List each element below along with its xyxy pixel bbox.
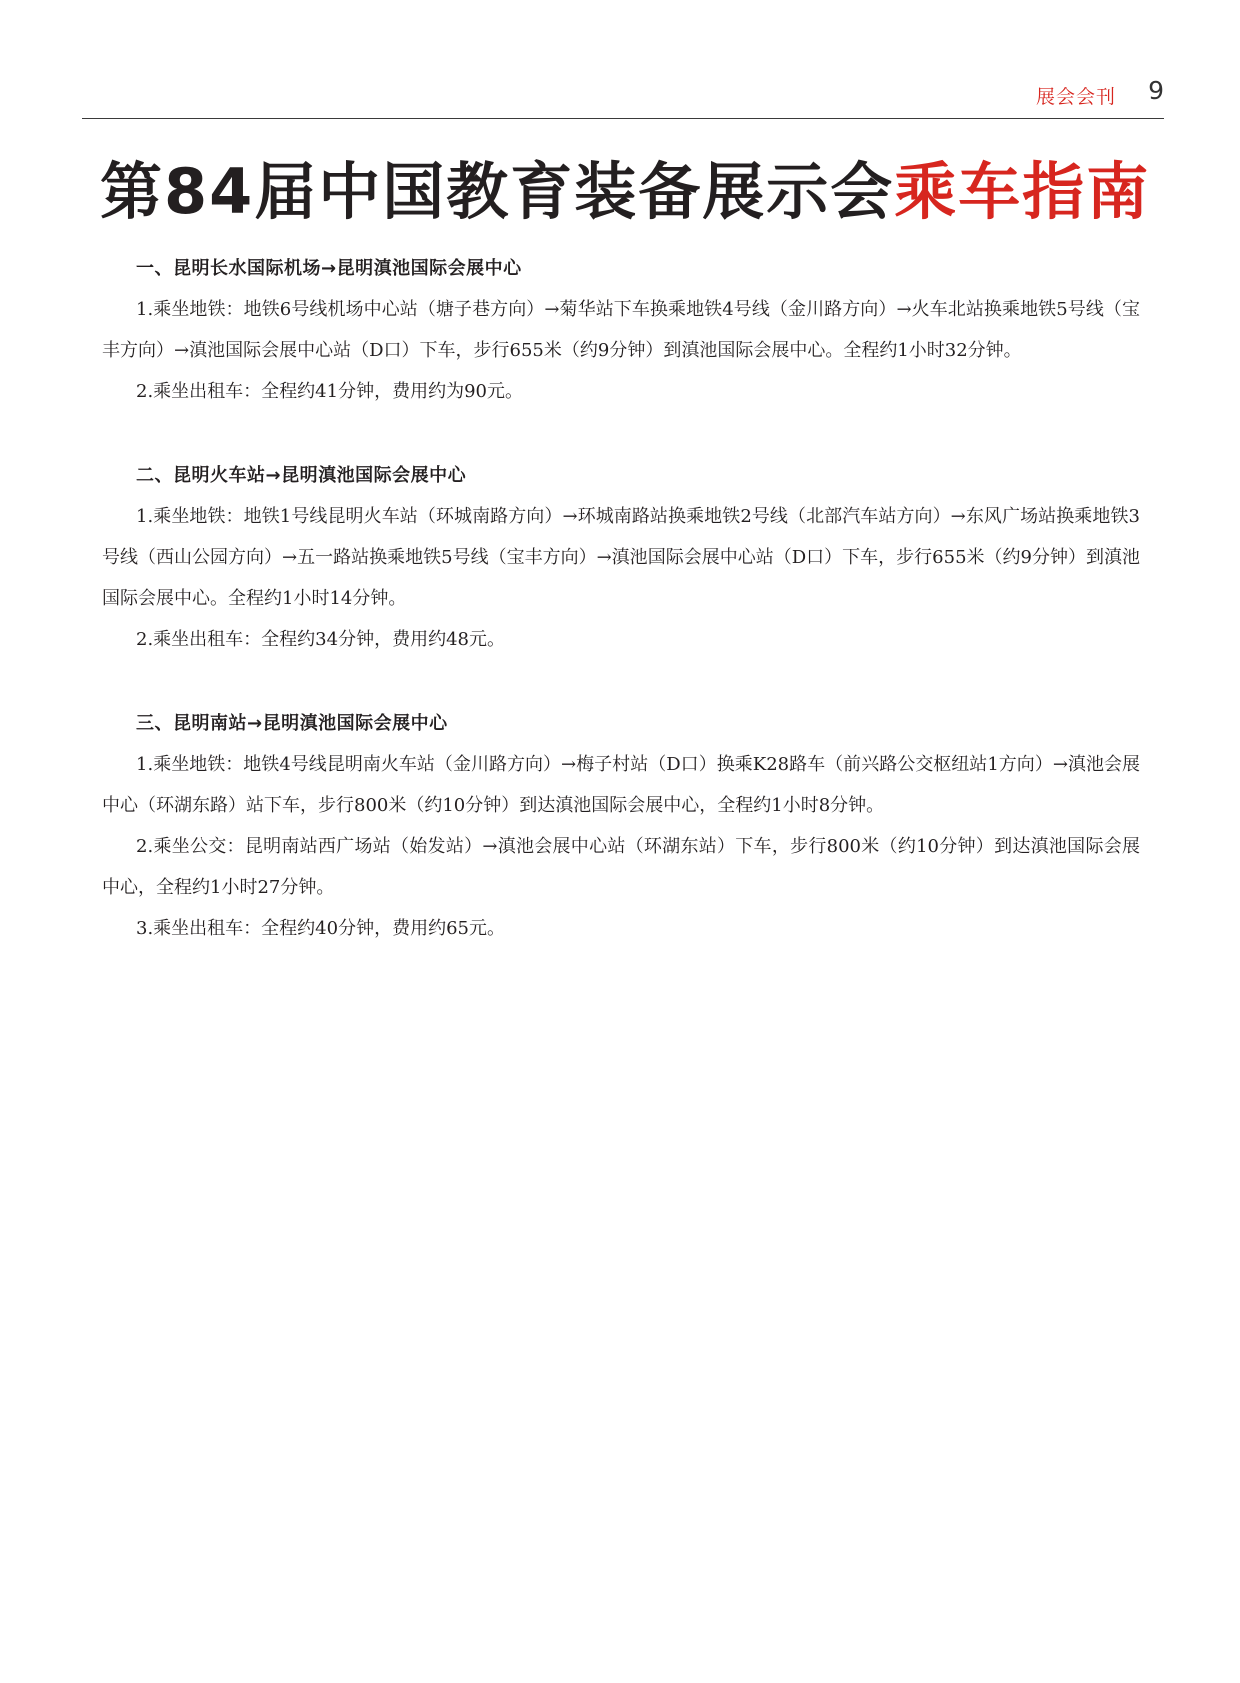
route-section-railway-station bbox=[102, 455, 1140, 660]
page-title-main: 第84届中国教育装备展示会 bbox=[100, 155, 895, 228]
page-header bbox=[82, 76, 1164, 119]
section-heading: 二、昆明火车站→昆明滇池国际会展中心 bbox=[136, 465, 467, 486]
page-number: 9 bbox=[1148, 76, 1164, 105]
route-paragraph: 2.乘坐出租车：全程约34分钟，费用约48元。 bbox=[136, 629, 505, 650]
route-paragraph: 1.乘坐地铁：地铁4号线昆明南火车站（金川路方向）→梅子村站（D口）换乘K28路车（前兴路公交枢纽站1方向）→滇池会展中心（环湖东路）站下车，步行800米（约10分钟）到达滇池国际会展中心，全程约1小时8分钟。 bbox=[102, 754, 1140, 816]
article-body bbox=[102, 248, 1140, 992]
section-heading: 一、昆明长水国际机场→昆明滇池国际会展中心 bbox=[136, 258, 522, 279]
route-paragraph: 2.乘坐公交：昆明南站西广场站（始发站）→滇池会展中心站（环湖东站）下车，步行800米（约10分钟）到达滇池国际会展中心，全程约1小时27分钟。 bbox=[102, 836, 1140, 898]
route-paragraph: 1.乘坐地铁：地铁1号线昆明火车站（环城南路方向）→环城南路站换乘地铁2号线（北部汽车站方向）→东风广场站换乘地铁3号线（西山公园方向）→五一路站换乘地铁5号线（宝丰方向）→滇池国际会展中心站（D口）下车，步行655米（约9分钟）到滇池国际会展中心。全程约1小时14分钟。 bbox=[102, 506, 1140, 609]
page-title bbox=[100, 153, 1150, 231]
route-section-south-station bbox=[102, 703, 1140, 949]
page-title-accent: 乘车指南 bbox=[894, 155, 1151, 228]
header-section-label: 展会会刊 bbox=[1035, 86, 1116, 108]
route-paragraph: 2.乘坐出租车：全程约41分钟，费用约为90元。 bbox=[136, 381, 523, 402]
route-section-airport bbox=[102, 248, 1140, 412]
route-paragraph: 1.乘坐地铁：地铁6号线机场中心站（塘子巷方向）→菊华站下车换乘地铁4号线（金川路方向）→火车北站换乘地铁5号线（宝丰方向）→滇池国际会展中心站（D口）下车，步行655米（约9分钟）到滇池国际会展中心。全程约1小时32分钟。 bbox=[102, 299, 1140, 361]
route-paragraph: 3.乘坐出租车：全程约40分钟，费用约65元。 bbox=[136, 918, 505, 939]
section-heading: 三、昆明南站→昆明滇池国际会展中心 bbox=[136, 713, 448, 734]
